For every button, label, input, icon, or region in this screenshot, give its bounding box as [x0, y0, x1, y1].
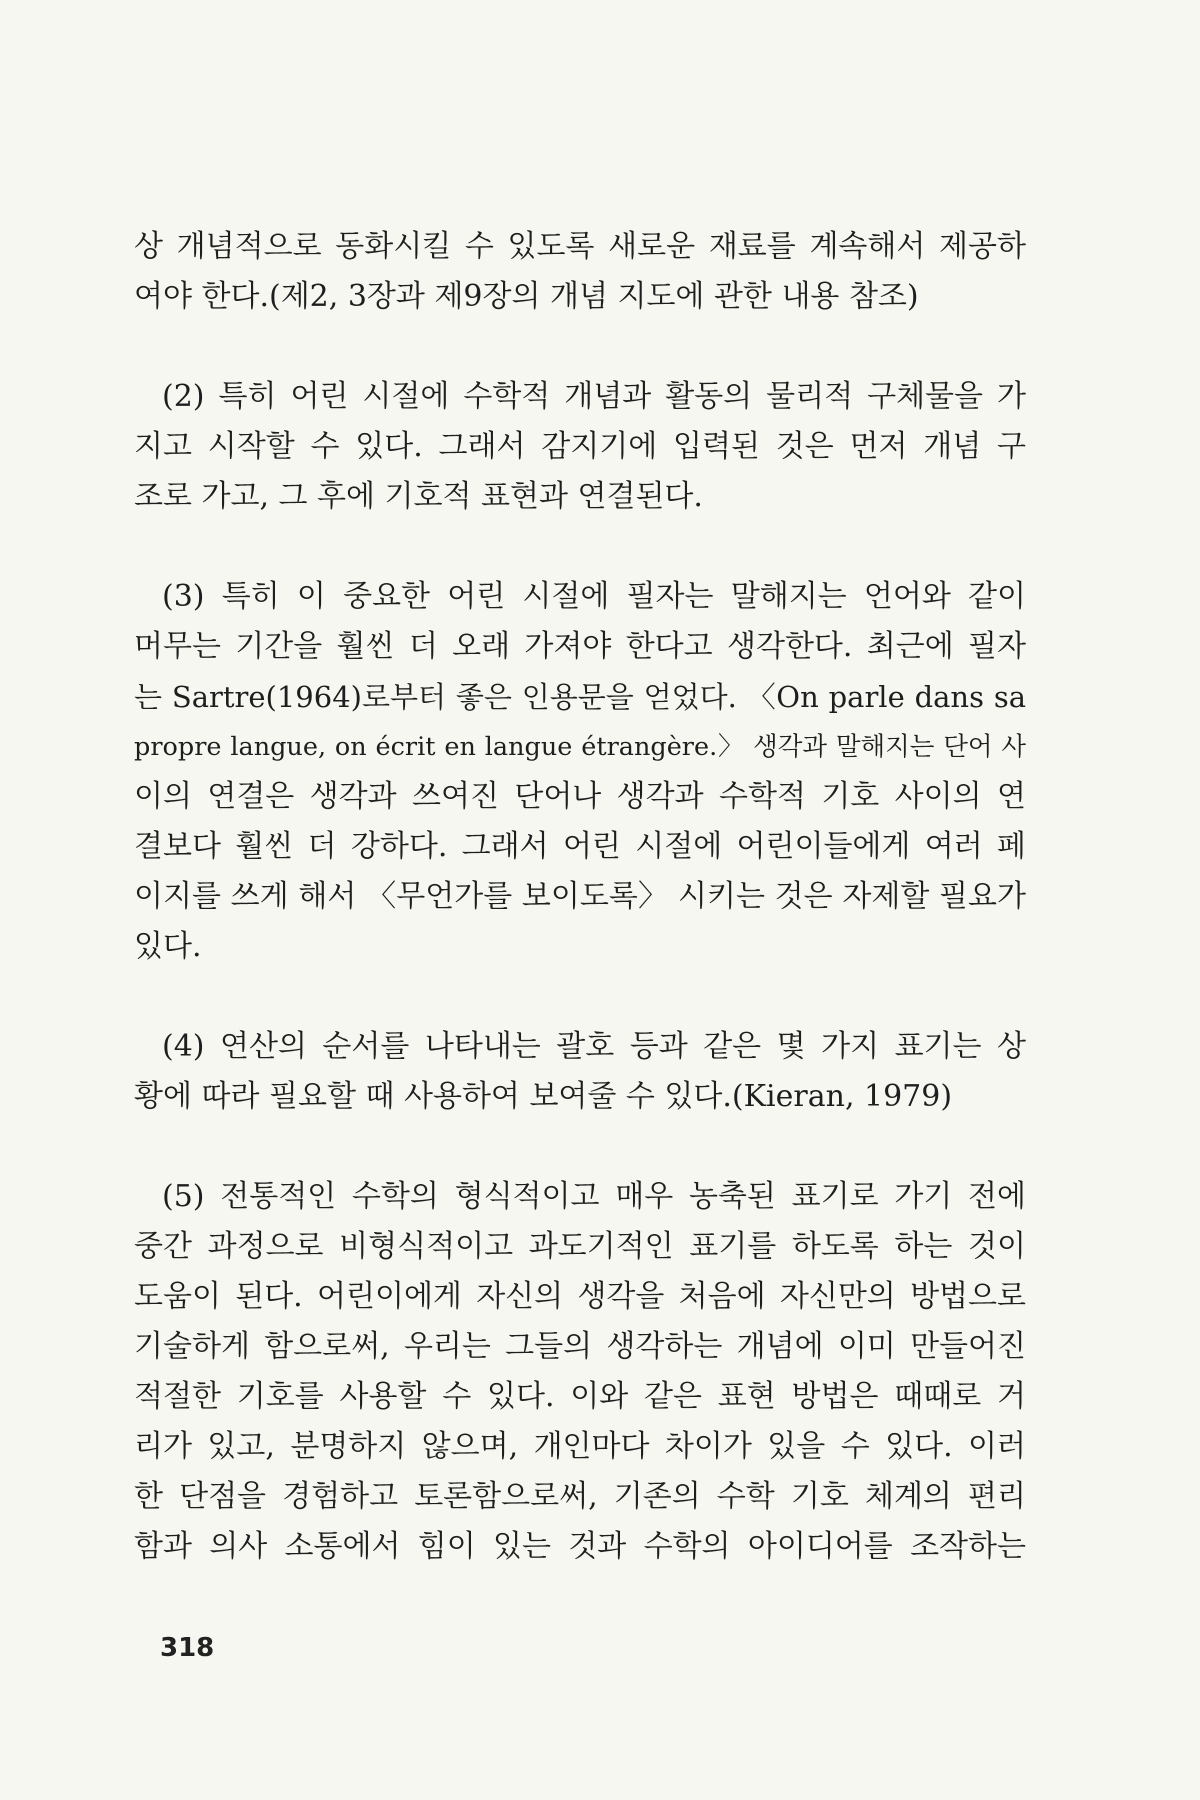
text-line: 지고 시작할 수 있다. 그래서 감지기에 입력된 것은 먼저 개념 구 [134, 429, 1026, 464]
paragraph-3 [134, 572, 1026, 972]
text-line: (2) 특히 어린 시절에 수학적 개념과 활동의 물리적 구체물을 가 [162, 379, 1026, 414]
text-line: 결보다 훨씬 더 강하다. 그래서 어린 시절에 어린이들에게 여러 페 [134, 829, 1026, 864]
text-line: 중간 과정으로 비형식적이고 과도기적인 표기를 하도록 하는 것이 [134, 1229, 1026, 1264]
text-line: (5) 전통적인 수학의 형식적이고 매우 농축된 표기로 가기 전에 [162, 1179, 1026, 1214]
text-line: 이지를 쓰게 해서 〈무언가를 보이도록〉 시키는 것은 자제할 필요가 [134, 879, 1026, 914]
text-line: 상 개념적으로 동화시킬 수 있도록 새로운 재료를 계속해서 제공하 [134, 229, 1026, 264]
paragraph-1 [134, 222, 1026, 322]
paragraph-5 [134, 1172, 1026, 1572]
paragraph-4 [134, 1022, 1026, 1122]
text-line: 함과 의사 소통에서 힘이 있는 것과 수학의 아이디어를 조작하는 [134, 1529, 1026, 1564]
text-line: 황에 따라 필요할 때 사용하여 보여줄 수 있다.(Kieran, 1979) [134, 1079, 953, 1114]
paragraph-2 [134, 372, 1026, 522]
page-number: 318 [160, 1633, 215, 1663]
text-line: 이의 연결은 생각과 쓰여진 단어나 생각과 수학적 기호 사이의 연 [134, 779, 1026, 814]
text-line: 한 단점을 경험하고 토론함으로써, 기존의 수학 기호 체계의 편리 [134, 1479, 1026, 1514]
text-line: 적절한 기호를 사용할 수 있다. 이와 같은 표현 방법은 때때로 거 [134, 1379, 1026, 1414]
text-line: 리가 있고, 분명하지 않으며, 개인마다 차이가 있을 수 있다. 이러 [134, 1429, 1026, 1464]
text-line: 도움이 된다. 어린이에게 자신의 생각을 처음에 자신만의 방법으로 [134, 1279, 1026, 1314]
text-line: 조로 가고, 그 후에 기호적 표현과 연결된다. [134, 479, 703, 514]
text-line: propre langue, on écrit en langue étrangère.〉 생각과 말해지는 단어 사 [134, 732, 1026, 762]
text-line: 머무는 기간을 훨씬 더 오래 가져야 한다고 생각한다. 최근에 필자 [134, 629, 1026, 664]
page-body [134, 222, 1026, 1572]
text-line: 있다. [134, 929, 202, 964]
text-line: 는 Sartre(1964)로부터 좋은 인용문을 얻었다. 〈On parle dans sa [134, 680, 1026, 714]
text-line: (3) 특히 이 중요한 어린 시절에 필자는 말해지는 언어와 같이 [162, 579, 1026, 614]
text-line: 여야 한다.(제2, 3장과 제9장의 개념 지도에 관한 내용 참조) [134, 279, 919, 314]
text-line: 기술하게 함으로써, 우리는 그들의 생각하는 개념에 이미 만들어진 [134, 1329, 1026, 1364]
text-line: (4) 연산의 순서를 나타내는 괄호 등과 같은 몇 가지 표기는 상 [162, 1029, 1026, 1064]
